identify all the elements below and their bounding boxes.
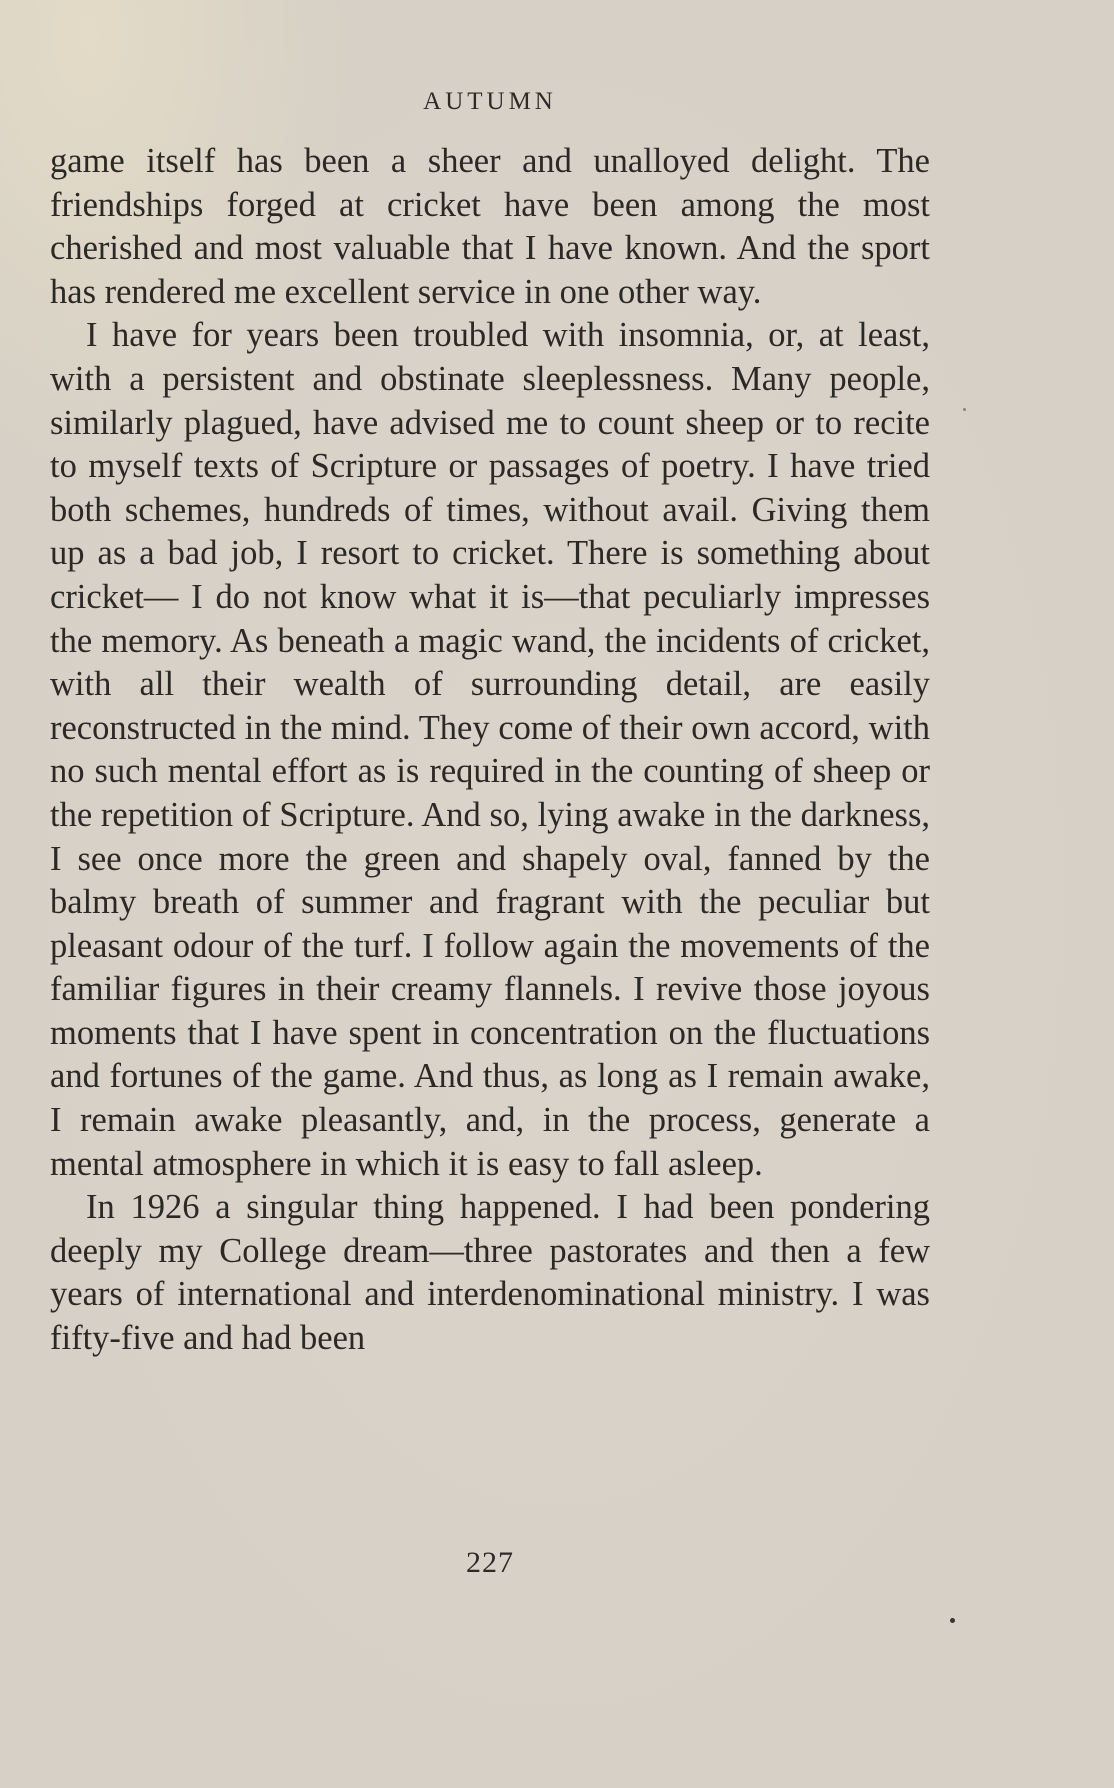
page-number: 227 [466,1546,514,1579]
body-text [50,140,930,1361]
running-head: AUTUMN [423,88,557,115]
paper-speck [950,1618,955,1623]
paragraph-insomnia: I have for years been troubled with insomnia, or, at least, with a persistent and obstinate sleeplessness. Many people, similarly plagued, have advised me to count sheep or to recite to myself texts of Scripture or passages of poetry. I have tried both schemes, hundreds of times, without avail. Giving them up as a bad job, I resort to cricket. There is something about cricket— I do not know what it is—that peculiarly impresses the memory. As beneath a magic wand, the incidents of cricket, with all their wealth of surrounding detail, are easily reconstructed in the mind. They come of their own accord, with no such mental effort as is required in the counting of sheep or the repetition of Scripture. And so, lying awake in the darkness, I see once more the green and shapely oval, fanned by the balmy breath of summer and fragrant with the peculiar but pleasant odour of the turf. I follow again the movements of the familiar figures in their creamy flannels. I revive those joyous moments that I have spent in concentration on the fluctuations and fortunes of the game. And thus, as long as I remain awake, I remain awake pleasantly, and, in the process, generate a mental atmosphere in which it is easy to fall asleep. [50,316,930,1183]
paragraph-1926: In 1926 a singular thing happened. I had been pondering deeply my College dream—three pastorates and then a few years of international and interdenominational ministry. I was fifty-five and had been [50,1188,930,1358]
paragraph-continued: game itself has been a sheer and unalloyed delight. The friendships forged at cricket have been among the most cherished and most valuable that I have known. And the sport has rendered me excellent service in one other way. [50,142,930,311]
paper-speck [963,408,966,411]
